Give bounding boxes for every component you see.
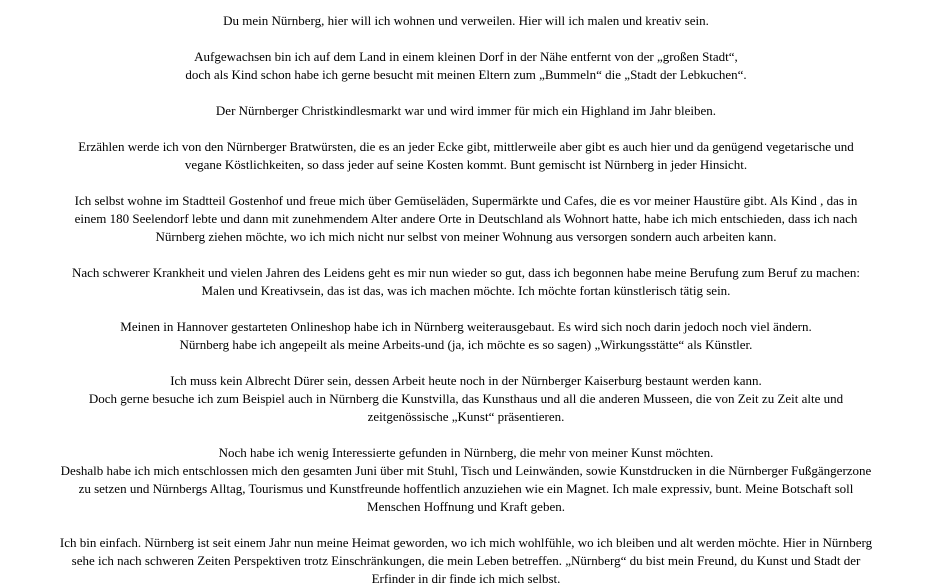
text-line: Du mein Nürnberg, hier will ich wohnen und verweilen. Hier will ich malen und kreativ sein. [223,13,709,28]
paragraph-2 [6,48,926,84]
text-line: Meinen in Hannover gestarteten Onlineshop habe ich in Nürnberg weiterausgebaut. Es wird sich noch darin jedoch noch viel ändern. [120,319,812,334]
text-line: zeitgenössische „Kunst“ präsentieren. [367,409,565,424]
text-line: zu setzen und Nürnbergs Alltag, Tourismus und Kunstfreunde hoffentlich anzuziehen wie ein Magnet. Ich male expressiv, bunt. Meine Botschaft soll [78,481,854,496]
text-line: Aufgewachsen bin ich auf dem Land in einem kleinen Dorf in der Nähe entfernt von der „großen Stadt“, [194,49,738,64]
paragraph-9 [6,444,926,516]
text-line: Deshalb habe ich mich entschlossen mich den gesamten Juni über mit Stuhl, Tisch und Leinwänden, sowie Kunstdrucken in die Nürnberger Fußgängerzone [60,463,872,478]
paragraph-3 [6,102,926,120]
text-line: einem 180 Seelendorf lebte und dann mit zunehmendem Alter andere Orte in Deutschland als Wohnort hatte, habe ich mich entschieden, dass ich nach [74,211,858,226]
paragraph-7 [6,318,926,354]
text-line: Ich selbst wohne im Stadtteil Gostenhof und freue mich über Gemüseläden, Supermärkte und Cafes, die es vor meiner Haustüre gibt. Als Kind , das in [74,193,858,208]
text-line: Noch habe ich wenig Interessierte gefunden in Nürnberg, die mehr von meiner Kunst möchten. [218,445,714,460]
text-line: Ich bin einfach. Nürnberg ist seit einem Jahr nun meine Heimat geworden, wo ich mich wohlfühle, wo ich bleiben und alt werden möchte. Hier in Nürnberg [59,535,873,550]
text-line: Nach schwerer Krankheit und vielen Jahren des Leidens geht es mir nun wieder so gut, dass ich begonnen habe meine Berufung zum Beruf zu machen: [71,265,861,280]
paragraph-5 [6,192,926,246]
text-line: Doch gerne besuche ich zum Beispiel auch in Nürnberg die Kunstvilla, das Kunsthaus und all die anderen Musseen, die von Zeit zu Zeit alte und [88,391,844,406]
text-line: Menschen Hoffnung und Kraft geben. [367,499,565,514]
paragraph-10 [6,534,926,588]
text-line: Der Nürnberger Christkindlesmarkt war und wird immer für mich ein Highland im Jahr bleiben. [215,103,717,118]
paragraph-6 [6,264,926,300]
text-line: Erfinder in dir finde ich mich selbst. [371,571,561,586]
paragraph-4 [6,138,926,174]
paragraph-1 [6,12,926,30]
text-line: vegane Köstlichkeiten, so dass jeder auf seine Kosten kommt. Bunt gemischt ist Nürnberg in jeder Hinsicht. [184,157,748,172]
text-line: Ich muss kein Albrecht Dürer sein, dessen Arbeit heute noch in der Nürnberger Kaiserburg bestaunt werden kann. [170,373,762,388]
text-line: Nürnberg ziehen möchte, wo ich mich nicht nur selbst von meiner Wohnung aus versorgen sondern auch arbeiten kann. [155,229,777,244]
text-line: doch als Kind schon habe ich gerne besucht mit meinen Eltern zum „Bummeln“ die „Stadt der Lebkuchen“. [185,67,747,82]
text-line: Erzählen werde ich von den Nürnberger Bratwürsten, die es an jeder Ecke gibt, mittlerweile aber gibt es auch hier und da genügend vegetarische und [78,139,854,154]
text-line: sehe ich nach schweren Zeiten Perspektiven trotz Einschränkungen, die mein Leben betreffen. „Nürnberg“ du bist mein Freund, du Kunst und Stadt der [71,553,861,568]
paragraph-8 [6,372,926,426]
text-line: Malen und Kreativsein, das ist das, was ich machen möchte. Ich möchte fortan künstlerisch tätig sein. [201,283,731,298]
text-line: Nürnberg habe ich angepeilt als meine Arbeits-und (ja, ich möchte es so sagen) „Wirkungsstätte“ als Künstler. [179,337,753,352]
